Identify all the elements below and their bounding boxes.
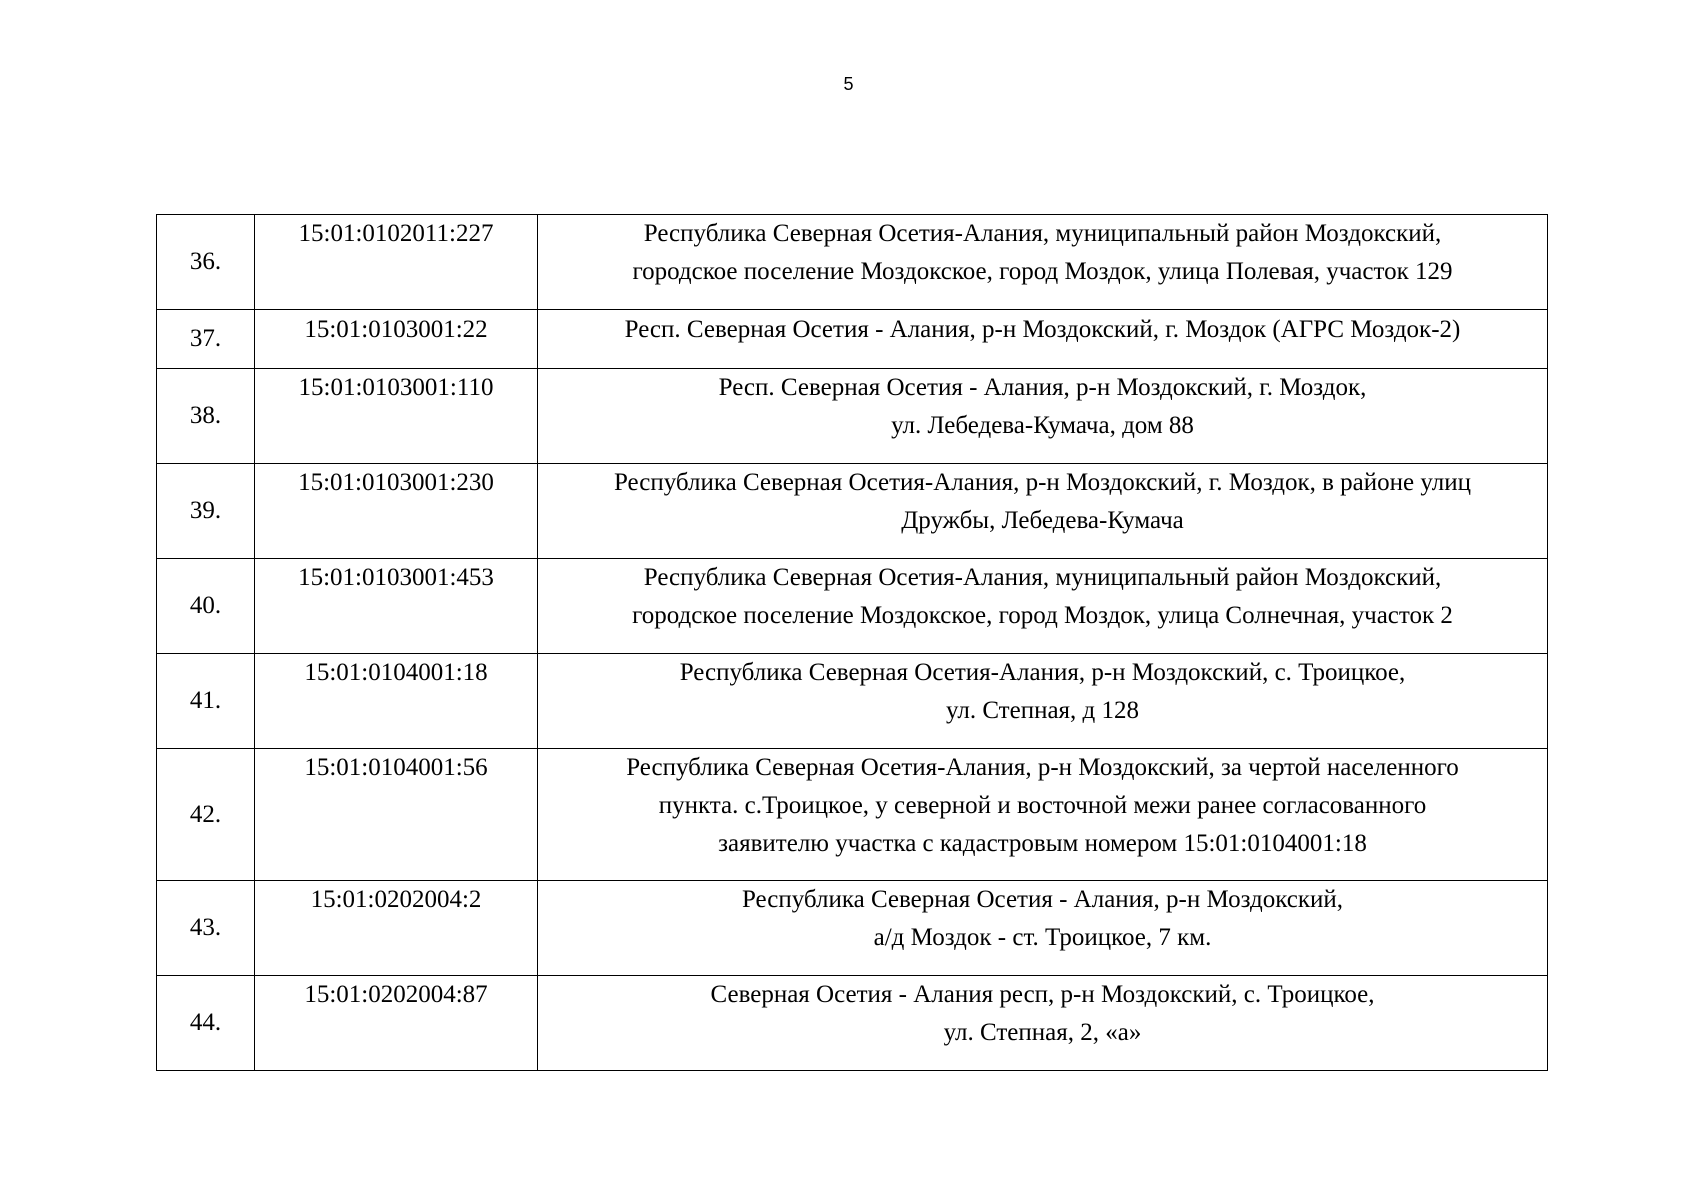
address-line: Республика Северная Осетия - Алания, р-н Моздокский, <box>741 886 1344 913</box>
page-number: 5 <box>843 74 854 94</box>
address-line: пункта. с.Троицкое, у северной и восточной межи ранее согласованного <box>658 792 1427 819</box>
address-line: Республика Северная Осетия-Алания, р-н Моздокский, с. Троицкое, <box>679 659 1406 686</box>
table-row <box>157 881 1548 976</box>
address-line: Респ. Северная Осетия - Алания, р-н Моздокский, г. Моздок, <box>718 374 1367 401</box>
row-number: 38. <box>157 369 255 464</box>
address-cell <box>538 881 1548 976</box>
row-number: 37. <box>157 310 255 369</box>
address-line: городское поселение Моздокское, город Моздок, улица Полевая, участок 129 <box>632 258 1453 285</box>
address-cell <box>538 215 1548 310</box>
table-row <box>157 369 1548 464</box>
row-number: 41. <box>157 654 255 749</box>
table-row <box>157 654 1548 749</box>
address-cell <box>538 464 1548 559</box>
row-number: 43. <box>157 881 255 976</box>
address-cell <box>538 749 1548 881</box>
address-line: ул. Лебедева-Кумача, дом 88 <box>891 412 1194 439</box>
cadastral-number: 15:01:0102011:227 <box>255 215 538 310</box>
address-cell <box>538 369 1548 464</box>
address-line: Республика Северная Осетия-Алания, муниципальный район Моздокский, <box>643 564 1442 591</box>
address-line: Республика Северная Осетия-Алания, р-н Моздокский, за чертой населенного <box>626 754 1459 781</box>
address-line: заявителю участка с кадастровым номером 15:01:0104001:18 <box>718 830 1367 857</box>
cadastral-number: 15:01:0103001:453 <box>255 559 538 654</box>
table-row <box>157 464 1548 559</box>
address-line: ул. Степная, 2, «а» <box>943 1019 1142 1046</box>
row-number: 40. <box>157 559 255 654</box>
address-cell <box>538 654 1548 749</box>
table-row <box>157 310 1548 369</box>
row-number: 39. <box>157 464 255 559</box>
cadastral-number: 15:01:0103001:22 <box>255 310 538 369</box>
address-cell <box>538 976 1548 1071</box>
cadastral-number: 15:01:0104001:56 <box>255 749 538 881</box>
address-line: Северная Осетия - Алания респ, р-н Моздокский, с. Троицкое, <box>710 981 1375 1008</box>
cadastral-number: 15:01:0103001:230 <box>255 464 538 559</box>
address-line: Республика Северная Осетия-Алания, р-н Моздокский, г. Моздок, в районе улиц <box>613 469 1472 496</box>
cadastral-number: 15:01:0104001:18 <box>255 654 538 749</box>
address-line: городское поселение Моздокское, город Моздок, улица Солнечная, участок 2 <box>632 602 1453 629</box>
row-number: 44. <box>157 976 255 1071</box>
land-parcels-table <box>156 214 1548 1071</box>
table-row <box>157 976 1548 1071</box>
row-number: 36. <box>157 215 255 310</box>
cadastral-number: 15:01:0202004:2 <box>255 881 538 976</box>
table-row <box>157 749 1548 881</box>
table-row <box>157 559 1548 654</box>
address-line: ул. Степная, д 128 <box>945 697 1140 724</box>
address-line: Дружбы, Лебедева-Кумача <box>901 507 1184 534</box>
row-number: 42. <box>157 749 255 881</box>
cadastral-number: 15:01:0202004:87 <box>255 976 538 1071</box>
address-line: Респ. Северная Осетия - Алания, р-н Моздокский, г. Моздок (АГРС Моздок-2) <box>624 316 1461 343</box>
address-line: Республика Северная Осетия-Алания, муниципальный район Моздокский, <box>643 220 1442 247</box>
address-line: а/д Моздок - ст. Троицкое, 7 км. <box>873 924 1212 951</box>
address-cell <box>538 559 1548 654</box>
cadastral-number: 15:01:0103001:110 <box>255 369 538 464</box>
table-row <box>157 215 1548 310</box>
address-cell <box>538 310 1548 369</box>
